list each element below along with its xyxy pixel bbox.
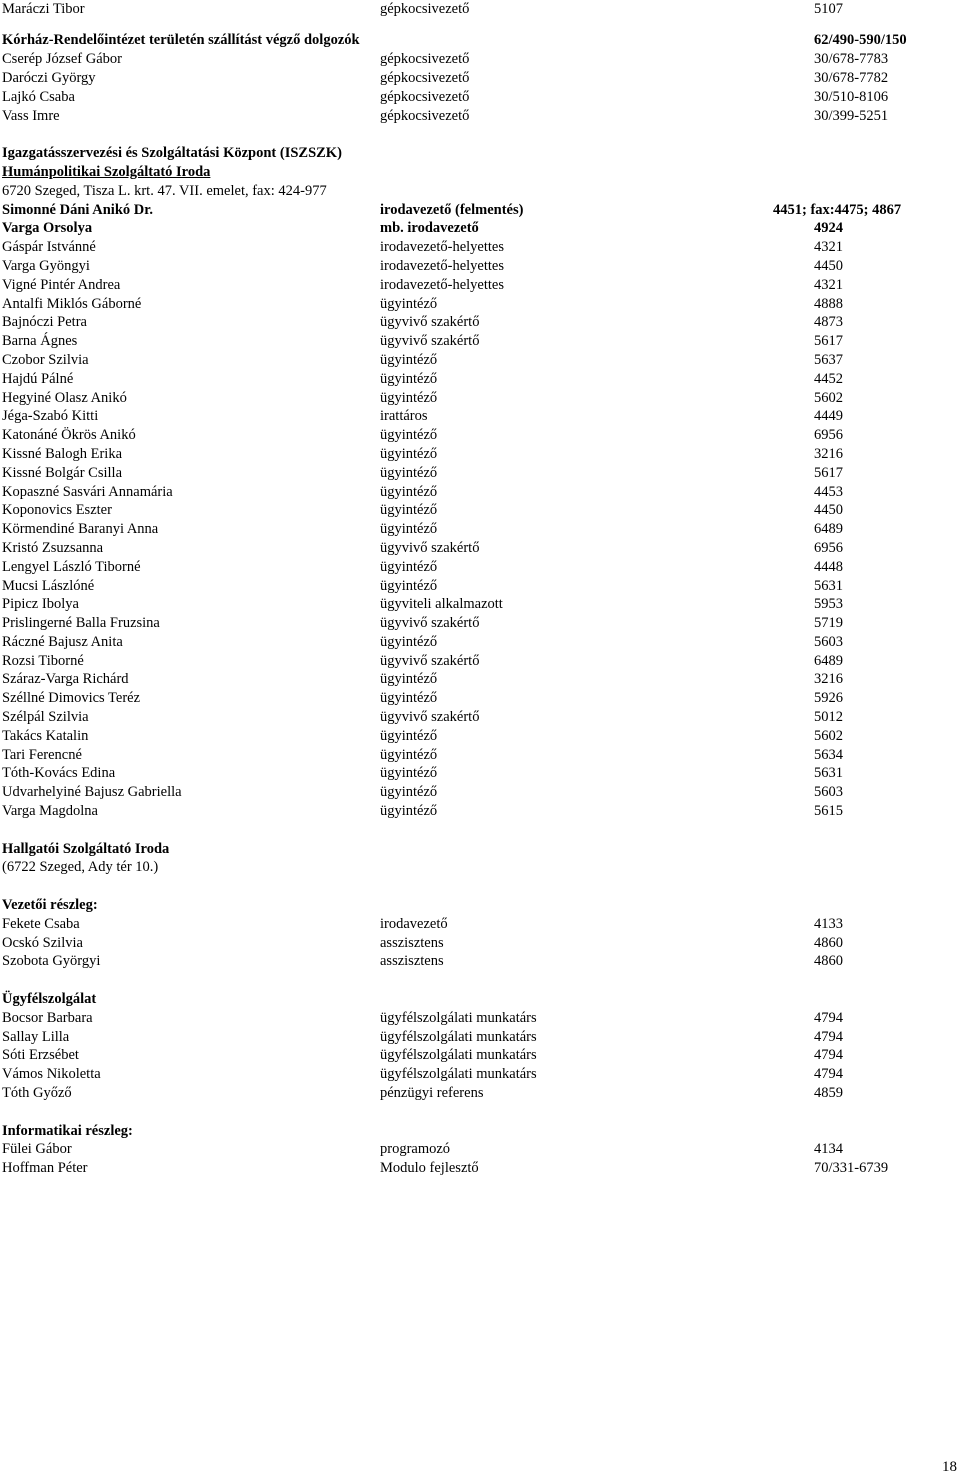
person-name: Kissné Balogh Erika [2, 445, 123, 462]
table-row [2, 577, 952, 596]
person-name: Udvarhelyiné Bajusz Gabriella [2, 784, 182, 801]
person-role: ügyvivő szakértő [380, 709, 480, 726]
person-role: asszisztens [380, 953, 444, 970]
informatikai-list [2, 1140, 952, 1178]
person-name: Hegyiné Olasz Anikó [2, 389, 127, 406]
person-role: irodavezető-helyettes [380, 276, 504, 293]
table-row [2, 313, 952, 332]
person-name: Katonáné Ökrös Anikó [2, 427, 136, 444]
person-name: Rozsi Tiborné [2, 652, 84, 669]
table-row [2, 1140, 952, 1159]
person-role: mb. irodavezető [380, 220, 479, 237]
table-row [2, 69, 952, 88]
person-name: Szobota Györgyi [2, 953, 101, 970]
person-phone: 5617 [814, 464, 843, 481]
person-role: ügyvivő szakértő [380, 539, 480, 556]
person-name: Ocskó Szilvia [2, 934, 83, 951]
table-row [2, 614, 952, 633]
section-heading: Kórház-Rendelőintézet területén szállítást végző dolgozók [2, 32, 360, 49]
person-phone: 5634 [814, 746, 843, 763]
hospital-heading-row [2, 31, 952, 50]
person-name: Fülei Gábor [2, 1141, 72, 1158]
person-phone: 4134 [814, 1141, 843, 1158]
person-role: ügyintéző [380, 483, 438, 500]
person-role: ügyintéző [380, 727, 438, 744]
person-role: ügyfélszolgálati munkatárs [380, 1066, 537, 1083]
hallgatoi-address: (6722 Szeged, Ady tér 10.) [2, 859, 159, 876]
person-phone: 30/510-8106 [814, 88, 889, 105]
person-name: Tóth-Kovács Edina [2, 765, 116, 782]
iszszk-heading: Igazgatásszervezési és Szolgáltatási Központ (ISZSZK) [2, 145, 342, 162]
table-row [2, 652, 952, 671]
table-row [2, 389, 952, 408]
person-role: ügyintéző [380, 690, 438, 707]
person-role: ügyviteli alkalmazott [380, 596, 503, 613]
person-name: Kissné Bolgár Csilla [2, 464, 123, 481]
person-phone: 3216 [814, 445, 843, 462]
table-row [2, 426, 952, 445]
table-row [2, 257, 952, 276]
person-phone: 4449 [814, 408, 843, 425]
person-phone: 4794 [814, 1066, 843, 1083]
person-name: Prislingerné Balla Fruzsina [2, 615, 160, 632]
person-phone: 70/331-6739 [814, 1160, 889, 1177]
person-name: Tari Ferencné [2, 746, 82, 763]
table-row [2, 1009, 952, 1028]
page-number: 18 [942, 1459, 957, 1475]
person-phone: 5603 [814, 633, 843, 650]
person-phone: 4321 [814, 239, 843, 256]
iszszk-subheading: Humánpolitikai Szolgáltató Iroda [2, 163, 211, 180]
person-role: ügyintéző [380, 671, 438, 688]
table-row [2, 915, 952, 934]
person-role: gépkocsivezető [380, 1, 470, 17]
person-role: ügyintéző [380, 521, 438, 538]
person-phone: 4453 [814, 483, 843, 500]
spacer [2, 821, 952, 840]
person-role: ügyfélszolgálati munkatárs [380, 1047, 537, 1064]
person-name: Sallay Lilla [2, 1028, 70, 1045]
person-role: ügyintéző [380, 295, 438, 312]
person-phone: 4450 [814, 502, 843, 519]
table-row [2, 746, 952, 765]
table-row [2, 407, 952, 426]
person-phone: 4794 [814, 1009, 843, 1026]
table-row [2, 1084, 952, 1103]
person-phone: 4451; fax:4475; 4867 [773, 201, 902, 218]
person-role: Modulo fejlesztő [380, 1160, 479, 1177]
iszszk-address: 6720 Szeged, Tisza L. krt. 47. VII. emelet, fax: 424-977 [2, 182, 327, 199]
person-phone: 5107 [814, 1, 843, 17]
person-role: ügyintéző [380, 784, 438, 801]
person-name: Maráczi Tibor [2, 1, 85, 17]
person-phone: 6956 [814, 427, 843, 444]
person-role: irodavezető [380, 915, 448, 932]
person-name: Czobor Szilvia [2, 351, 89, 368]
person-name: Bocsor Barbara [2, 1009, 93, 1026]
person-name: Koponovics Eszter [2, 502, 112, 519]
person-name: Pipicz Ibolya [2, 596, 79, 613]
table-row [2, 558, 952, 577]
person-phone: 30/678-7783 [814, 51, 889, 68]
table-row [2, 689, 952, 708]
table-row [2, 50, 952, 69]
table-row [2, 332, 952, 351]
person-phone: 4860 [814, 953, 843, 970]
table-row [2, 295, 952, 314]
person-name: Hoffman Péter [2, 1160, 88, 1177]
table-row [2, 595, 952, 614]
person-name: Gáspár Istvánné [2, 239, 96, 256]
person-phone: 5953 [814, 596, 843, 613]
person-role: ügyintéző [380, 577, 438, 594]
person-phone: 5719 [814, 615, 843, 632]
section-heading-phone: 62/490-590/150 [814, 32, 907, 49]
person-role: ügyintéző [380, 502, 438, 519]
table-row [2, 219, 952, 238]
table-row [2, 670, 952, 689]
person-name: Varga Magdolna [2, 803, 98, 820]
table-row [2, 238, 952, 257]
person-phone: 5631 [814, 577, 843, 594]
spacer [2, 19, 952, 32]
person-phone: 5926 [814, 690, 843, 707]
person-phone: 5602 [814, 727, 843, 744]
person-phone: 4888 [814, 295, 843, 312]
person-phone: 4794 [814, 1047, 843, 1064]
person-phone: 4924 [814, 220, 843, 237]
person-phone: 6956 [814, 539, 843, 556]
person-phone: 30/678-7782 [814, 69, 889, 86]
person-phone: 4794 [814, 1028, 843, 1045]
person-phone: 30/399-5251 [814, 107, 889, 124]
person-name: Lengyel László Tiborné [2, 558, 141, 575]
table-row [2, 88, 952, 107]
person-name: Fekete Csaba [2, 915, 80, 932]
person-name: Hajdú Pálné [2, 370, 74, 387]
person-role: gépkocsivezető [380, 69, 470, 86]
person-phone: 6489 [814, 652, 843, 669]
iszszk-staff-list [2, 238, 952, 821]
person-name: Száraz-Varga Richárd [2, 671, 129, 688]
table-row [2, 783, 952, 802]
table-row [2, 633, 952, 652]
table-row [2, 764, 952, 783]
table-row [2, 1028, 952, 1047]
person-role: ügyintéző [380, 427, 438, 444]
informatikai-heading: Informatikai részleg: [2, 1122, 133, 1139]
person-role: gépkocsivezető [380, 88, 470, 105]
person-name: Varga Orsolya [2, 220, 93, 237]
table-row [2, 107, 952, 126]
spacer [2, 1103, 952, 1122]
person-role: ügyvivő szakértő [380, 652, 480, 669]
person-phone: 4321 [814, 276, 843, 293]
person-name: Körmendiné Baranyi Anna [2, 521, 159, 538]
person-phone: 6489 [814, 521, 843, 538]
hospital-list [2, 50, 952, 125]
table-row [2, 351, 952, 370]
table-row [2, 934, 952, 953]
person-role: ügyintéző [380, 746, 438, 763]
table-row [2, 802, 952, 821]
person-phone: 4452 [814, 370, 843, 387]
person-name: Daróczi György [2, 69, 96, 86]
person-name: Cserép József Gábor [2, 51, 122, 68]
person-phone: 5602 [814, 389, 843, 406]
person-role: ügyintéző [380, 803, 438, 820]
spacer [2, 971, 952, 990]
ugyfel-heading: Ügyfélszolgálat [2, 991, 97, 1008]
person-name: Vigné Pintér Andrea [2, 276, 121, 293]
person-name: Ráczné Bajusz Anita [2, 633, 123, 650]
person-role: irodavezető (felmentés) [380, 201, 524, 218]
person-role: ügyintéző [380, 445, 438, 462]
person-phone: 4450 [814, 257, 843, 274]
person-role: asszisztens [380, 934, 444, 951]
vezetoi-heading: Vezetői részleg: [2, 897, 98, 914]
person-name: Bajnóczi Petra [2, 314, 87, 331]
table-row [2, 727, 952, 746]
table-row [2, 201, 952, 220]
table-row [2, 0, 952, 19]
person-phone: 4448 [814, 558, 843, 575]
person-role: irattáros [380, 408, 428, 425]
table-row [2, 520, 952, 539]
person-name: Varga Gyöngyi [2, 257, 90, 274]
table-row [2, 370, 952, 389]
person-phone: 4859 [814, 1085, 843, 1102]
table-row [2, 501, 952, 520]
table-row [2, 952, 952, 971]
person-name: Széllné Dimovics Teréz [2, 690, 141, 707]
hallgatoi-heading: Hallgatói Szolgáltató Iroda [2, 840, 170, 857]
table-row [2, 1046, 952, 1065]
person-role: irodavezető-helyettes [380, 257, 504, 274]
person-phone: 4860 [814, 934, 843, 951]
person-phone: 3216 [814, 671, 843, 688]
person-name: Vámos Nikoletta [2, 1066, 101, 1083]
person-name: Takács Katalin [2, 727, 89, 744]
table-row [2, 483, 952, 502]
person-name: Vass Imre [2, 107, 60, 124]
ugyfel-list [2, 1009, 952, 1103]
person-phone: 5631 [814, 765, 843, 782]
person-name: Tóth Győző [2, 1085, 72, 1102]
person-role: ügyfélszolgálati munkatárs [380, 1009, 537, 1026]
person-role: ügyvivő szakértő [380, 615, 480, 632]
person-phone: 4873 [814, 314, 843, 331]
person-role: ügyintéző [380, 765, 438, 782]
person-role: ügyintéző [380, 633, 438, 650]
person-name: Antalfi Miklós Gáborné [2, 295, 142, 312]
spacer [2, 125, 952, 144]
person-name: Barna Ágnes [2, 333, 78, 350]
table-row [2, 464, 952, 483]
person-role: irodavezető-helyettes [380, 239, 504, 256]
person-role: gépkocsivezető [380, 51, 470, 68]
person-role: ügyintéző [380, 558, 438, 575]
table-row [2, 708, 952, 727]
table-row [2, 539, 952, 558]
person-name: Kopaszné Sasvári Annamária [2, 483, 173, 500]
person-role: programozó [380, 1141, 451, 1158]
table-row [2, 1065, 952, 1084]
person-role: ügyfélszolgálati munkatárs [380, 1028, 537, 1045]
document-page [2, 0, 952, 1178]
person-role: gépkocsivezető [380, 107, 470, 124]
person-phone: 5012 [814, 709, 843, 726]
person-name: Jéga-Szabó Kitti [2, 408, 99, 425]
person-phone: 4133 [814, 915, 843, 932]
person-role: ügyvivő szakértő [380, 333, 480, 350]
person-phone: 5603 [814, 784, 843, 801]
person-name: Simonné Dáni Anikó Dr. [2, 201, 153, 218]
person-role: ügyintéző [380, 351, 438, 368]
person-role: ügyintéző [380, 464, 438, 481]
person-name: Lajkó Csaba [2, 88, 75, 105]
person-phone: 5617 [814, 333, 843, 350]
person-name: Sóti Erzsébet [2, 1047, 79, 1064]
table-row [2, 1159, 952, 1178]
vezetoi-list [2, 915, 952, 971]
spacer [2, 877, 952, 896]
table-row [2, 445, 952, 464]
person-name: Szélpál Szilvia [2, 709, 89, 726]
person-role: ügyintéző [380, 389, 438, 406]
person-role: ügyvivő szakértő [380, 314, 480, 331]
person-name: Kristó Zsuzsanna [2, 539, 104, 556]
person-role: pénzügyi referens [380, 1085, 484, 1102]
person-name: Mucsi Lászlóné [2, 577, 95, 594]
person-phone: 5615 [814, 803, 843, 820]
table-row [2, 276, 952, 295]
person-phone: 5637 [814, 351, 843, 368]
person-role: ügyintéző [380, 370, 438, 387]
